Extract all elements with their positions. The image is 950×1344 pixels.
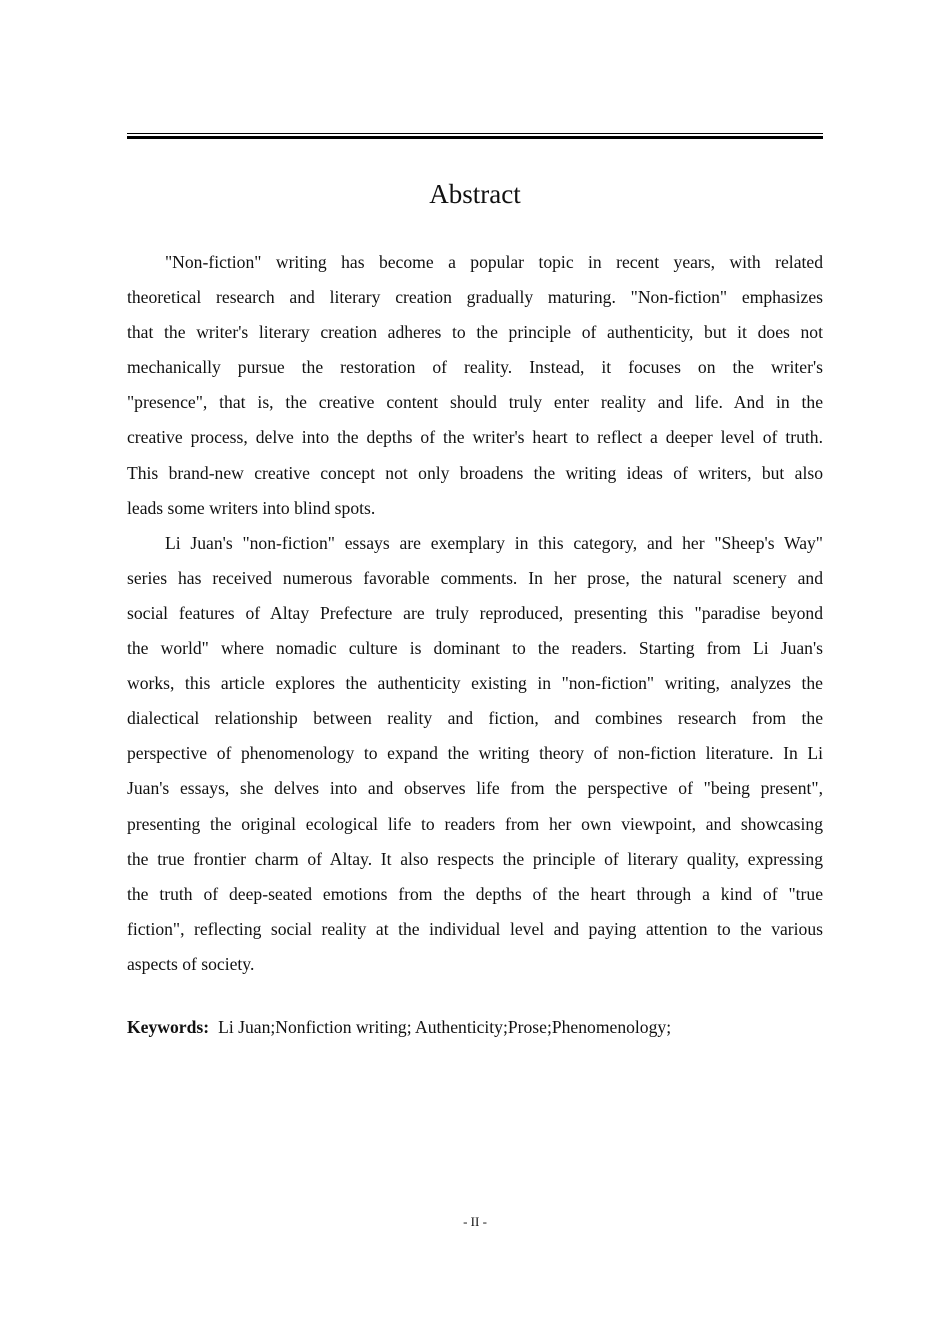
text-line: fiction", reflecting social reality at the individual level and paying attention to the various [127,918,823,939]
keywords-value: Li Juan;Nonfiction writing; Authenticity;Prose;Phenomenology; [218,1017,672,1037]
text-line: Juan's essays, she delves into and observes life from the perspective of "being present", [127,778,823,799]
text-line: perspective of phenomenology to expand the writing theory of non-fiction literature. In Li [127,743,823,764]
text-line: This brand-new creative concept not only broadens the writing ideas of writers, but also [127,462,823,483]
text-line: creative process, delve into the depths of the writer's heart to reflect a deeper level of truth. [127,427,823,448]
text-line: "Non-fiction" writing has become a popular topic in recent years, with related [165,252,823,272]
abstract-paragraph [127,526,823,982]
keywords-label: Keywords: [127,1017,210,1037]
header-rule-thin [127,133,823,134]
text-line: theoretical research and literary creation gradually maturing. "Non-fiction" emphasizes [127,287,823,308]
text-line: the truth of deep-seated emotions from the depths of the heart through a kind of "true [127,883,823,904]
text-line: leads some writers into blind spots. [127,497,376,518]
text-line: series has received numerous favorable comments. In her prose, the natural scenery and [127,567,823,588]
text-line: the world" where nomadic culture is dominant to the readers. Starting from Li Juan's [127,638,823,659]
abstract-body [127,245,823,982]
text-line: works, this article explores the authenticity existing in "non-fiction" writing, analyzes the [127,673,823,694]
abstract-paragraph [127,245,823,526]
text-line: that the writer's literary creation adheres to the principle of authenticity, but it does not [127,322,823,343]
text-line: aspects of society. [127,953,255,974]
page-number: - II - [463,1214,487,1229]
text-line: the true frontier charm of Altay. It also respects the principle of literary quality, expressing [127,848,823,869]
text-line: mechanically pursue the restoration of reality. Instead, it focuses on the writer's [127,357,823,378]
header-rule-thick [127,136,823,139]
keywords [127,1013,671,1041]
text-line: dialectical relationship between reality and fiction, and combines research from the [127,708,823,729]
text-line: social features of Altay Prefecture are truly reproduced, presenting this "paradise beyond [127,602,823,623]
text-line: presenting the original ecological life to readers from her own viewpoint, and showcasing [127,813,823,834]
text-line: "presence", that is, the creative content should truly enter reality and life. And in the [127,392,823,413]
text-line: Li Juan's "non-fiction" essays are exemplary in this category, and her "Sheep's Way" [165,532,823,553]
page-title: Abstract [429,179,521,209]
